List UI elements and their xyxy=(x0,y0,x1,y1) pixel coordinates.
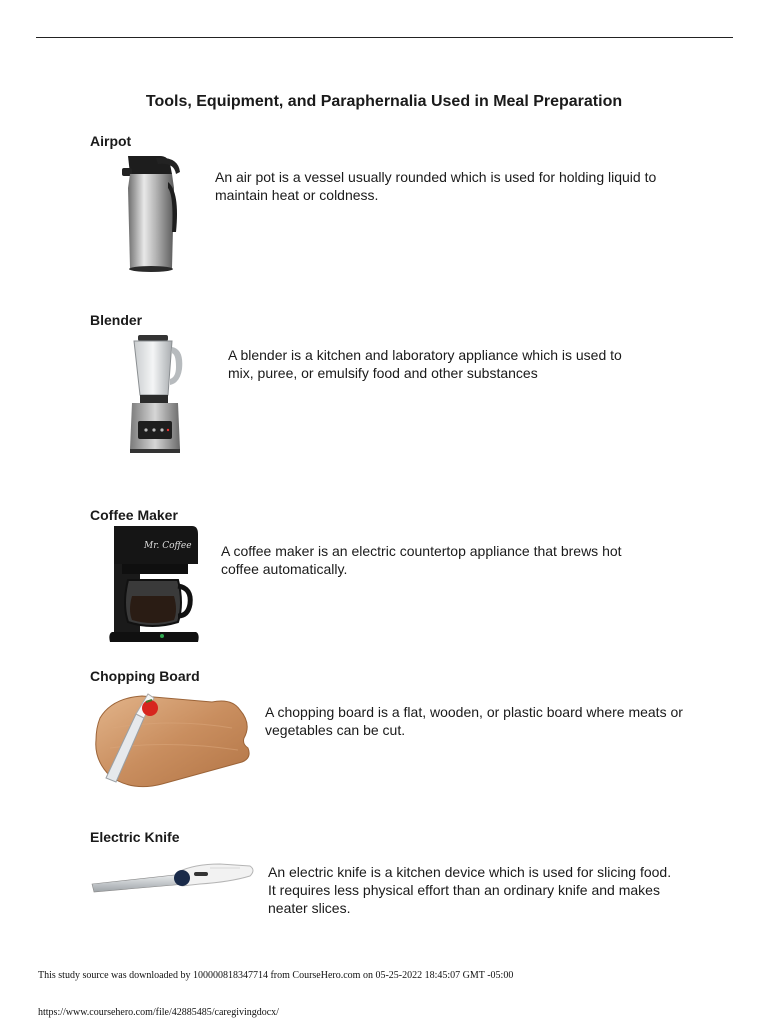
airpot-description: An air pot is a vessel usually rounded which is used for holding liquid to maintain heat or coldness. xyxy=(215,169,657,203)
top-rule xyxy=(36,37,733,38)
source-url[interactable]: https://www.coursehero.com/file/42885485/caregivingdocx/ xyxy=(38,1007,279,1018)
blender-description: A blender is a kitchen and laboratory appliance which is used to mix, puree, or emulsify food and other substances xyxy=(228,347,622,381)
airpot-heading: Airpot xyxy=(90,133,132,149)
coffee-maker-heading: Coffee Maker xyxy=(90,507,178,523)
chopping-board-image xyxy=(92,688,258,794)
electric-knife-description: An electric knife is a kitchen device which is used for slicing food. It requires less physical effort than an ordinary knife and makes neater slices. xyxy=(268,864,672,916)
chopping-board-description: A chopping board is a flat, wooden, or plastic board where meats or vegetables can be cut. xyxy=(265,704,683,738)
electric-knife-image xyxy=(90,856,256,900)
source-note: This study source was downloaded by 100000818347714 from CourseHero.com on 05-25-2022 18:45:07 GMT -05:00 xyxy=(38,970,514,981)
electric-knife-heading: Electric Knife xyxy=(90,829,180,845)
coffee-maker-description: A coffee maker is an electric countertop appliance that brews hot coffee automatically. xyxy=(221,543,622,577)
coffee-maker-image xyxy=(92,524,204,648)
airpot-image xyxy=(116,152,186,274)
blender-heading: Blender xyxy=(90,312,143,328)
svg-text:Mr. Coffee: Mr. Coffee xyxy=(144,541,192,551)
chopping-board-heading: Chopping Board xyxy=(90,668,200,684)
page-title: Tools, Equipment, and Paraphernalia Used in Meal Preparation xyxy=(145,93,623,110)
blender-image xyxy=(124,333,186,455)
